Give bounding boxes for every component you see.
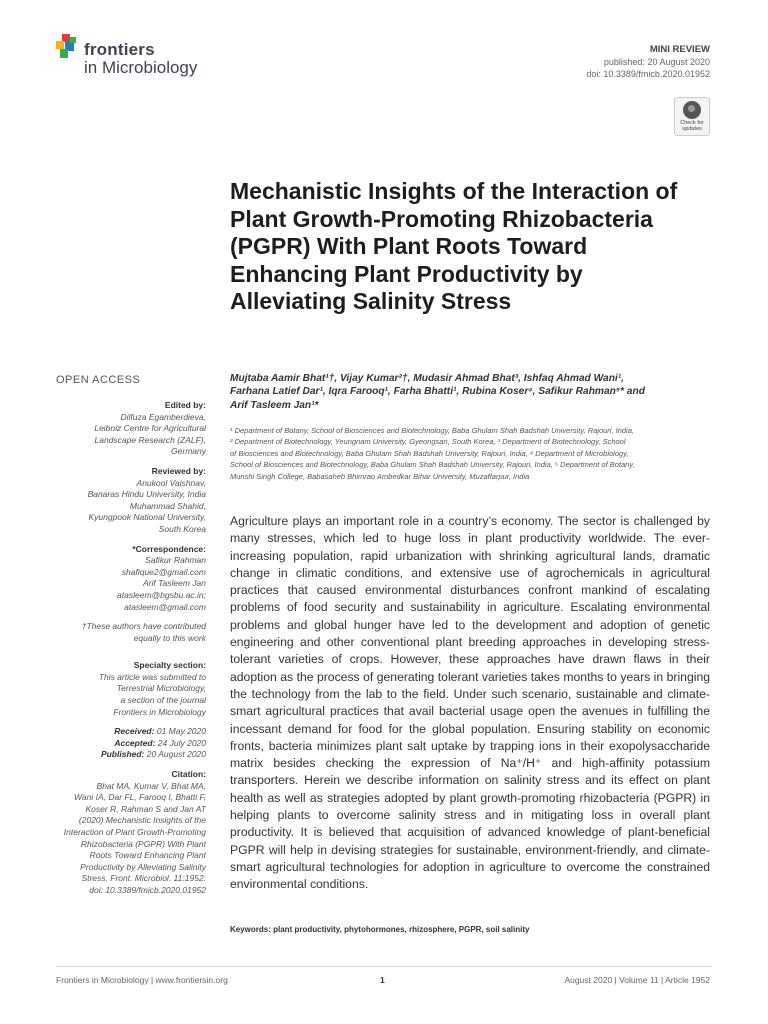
author-line: Farhana Latief Dar¹, Iqra Farooq¹, Farha Bhatti¹, Rubina Koser⁴, Safikur Rahman⁵* and: [230, 386, 645, 398]
footer-journal-link[interactable]: Frontiers in Microbiology | www.frontiersin.org: [56, 975, 228, 985]
reviewer-line: Anukool Vaishnav,: [136, 477, 206, 488]
citation-line: (2020) Mechanistic Insights of the: [78, 815, 206, 826]
abstract-body: Agriculture plays an important role in a country’s economy. The sector is challenged by many stresses, which led to huge loss in plant productivity worldwide. The ever-increasing population, rapid urbanization with shrinking agricultural lands, dramatic change in climatic conditions, and extensive use of agrochemicals in agricultural practices that caused environmental disturbances confront mankind of escalating problems of food security and sustainability in agriculture. Escalating environmental problems and global hunger have led to the development and adoption of genetic engineering and other conventional plant breeding approaches in developing stress-tolerant varieties of crops. However, these approaches have drawn flaws in their adoption as the process of generating tolerant varieties takes months to years in bringing the technology from the lab to the field. Under such scenario, sustainable and climate-smart agricultural practices that avail bacterial usage open the avenues in fulfilling the incessant demand for food for the global population. Ensuring stability on economic fronts, bacteria minimizes plant salt uptake by trapping ions in their exopolysaccharide matrix besides checking the expression of Na⁺/H⁺ and high-affinity potassium transporters. Herein we describe information on salinity stress and its effect on plant health as well as strategies adopted by plant growth-promoting rhizobacteria (PGPR) in helping plants to overcome salinity stress and in mitigating loss in overall plant productivity. It is believed that acquisition of advanced knowledge of plant-beneficial PGPR will help in devising strategies for sustainable, environment-friendly, and climate-smart agricultural technologies for adoption in agriculture to overcome the constrained environmental conditions.: [230, 514, 710, 892]
affiliation-line: of Biosciences and Biotechnology, Baba Ghulam Shah Badshah University, Rajouri, India, ⁴ Department of Microbiology,: [230, 448, 629, 458]
specialty-heading: Specialty section:: [133, 660, 206, 671]
footer-issue-info: August 2020 | Volume 11 | Article 1952: [564, 975, 710, 985]
specialty-line: Frontiers in Microbiology: [113, 706, 206, 717]
received-date: Received: 01 May 2020: [114, 726, 206, 737]
reviewer-line: Banaras Hindu University, India: [87, 489, 206, 500]
affiliation-line: ¹ Department of Botany, School of Biosciences and Biotechnology, Baba Ghulam Shah Badshah University, Rajouri, India,: [230, 426, 634, 435]
specialty-line: a section of the journal: [120, 695, 206, 706]
reviewer-line: Muhammad Shahid,: [129, 500, 206, 511]
check-updates-label: Check for updates: [680, 120, 704, 132]
specialty-line: This article was submitted to: [98, 671, 206, 682]
correspondence-email[interactable]: atasleem@gmail.com: [124, 601, 206, 612]
journal-name-bottom: in Microbiology: [84, 58, 198, 77]
article-title: Mechanistic Insights of the Interaction of Plant Growth-Promoting Rhizobacteria (PGPR) With Plant Roots Toward Enhancing Plant Productivity by Alleviating Salinity Stress: [230, 178, 678, 314]
reviewer-line: South Korea: [158, 523, 206, 534]
article-meta: [586, 44, 710, 80]
citation-doi[interactable]: doi: 10.3389/fmicb.2020.01952: [89, 884, 206, 895]
citation-line: Rhizobacteria (PGPR) With Plant: [80, 838, 206, 849]
affiliations: [230, 425, 705, 482]
editor-line: Leibniz Centre for Agricultural: [94, 423, 206, 434]
equal-contribution-note: equally to this work: [133, 632, 206, 643]
citation-line: Bhat MA, Kumar V, Bhat MA,: [96, 780, 206, 791]
editor-line: Landscape Research (ZALF),: [94, 434, 206, 445]
sidebar: [46, 400, 206, 897]
page-number: 1: [380, 975, 385, 985]
affiliation-line: Munshi Singh College, Babasaheb Bhimrao Ambedkar Bihar University, Muzaffarpur, India: [230, 471, 530, 481]
citation-line: Roots Toward Enhancing Plant: [89, 850, 206, 861]
author-line: Arif Tasleem Jan¹*: [230, 399, 319, 411]
reviewed-by-heading: Reviewed by:: [151, 465, 206, 476]
journal-name-top: frontiers: [84, 40, 155, 59]
journal-logo: [56, 34, 236, 84]
equal-contribution-note: †These authors have contributed: [81, 621, 206, 632]
citation-line: Stress. Front. Microbiol. 11:1952.: [81, 873, 206, 884]
specialty-line: Terrestrial Microbiology,: [116, 683, 206, 694]
article-type: MINI REVIEW: [649, 44, 710, 55]
correspondence-line: Safikur Rahman: [145, 555, 206, 566]
correspondence-email[interactable]: shafique2@gmail.com: [121, 566, 206, 577]
editor-line: Germany: [171, 446, 206, 457]
published-date-sidebar: Published: 20 August 2020: [100, 749, 206, 760]
citation-line: Wani IA, Dar FL, Farooq I, Bhatti F,: [74, 792, 206, 803]
citation-line: Productivity by Alleviating Salinity: [80, 861, 206, 872]
keywords: Keywords: plant productivity, phytohormones, rhizosphere, PGPR, soil salinity: [230, 925, 530, 934]
affiliation-line: ² Department of Biotechnology, Yeungnam University, Gyeongsan, South Korea, ³ Department of Biotechnology, School: [230, 437, 626, 447]
editor-line: Dilfuza Egamberdieva,: [120, 411, 206, 422]
check-updates-icon: [683, 101, 701, 119]
affiliation-line: School of Biosciences and Biotechnology, Baba Ghulam Shah Badshah University, Rajouri, India, ⁵ Department of Botany,: [230, 460, 635, 470]
citation-line: Interaction of Plant Growth-Promoting: [63, 827, 206, 837]
open-access-label: OPEN ACCESS: [56, 374, 141, 386]
published-date: published: 20 August 2020: [603, 57, 710, 67]
correspondence-line: Arif Tasleem Jan: [143, 578, 206, 589]
author-line: Mujtaba Aamir Bhat¹†, Vijay Kumar²†, Mudasir Ahmad Bhat³, Ishfaq Ahmad Wani¹,: [230, 373, 624, 384]
frontiers-logo-icon: [56, 34, 80, 60]
author-list: [230, 372, 710, 412]
check-for-updates-badge[interactable]: [674, 97, 710, 136]
footer-divider: [56, 966, 712, 967]
accepted-date: Accepted: 24 July 2020: [114, 737, 206, 748]
correspondence-heading: *Correspondence:: [132, 543, 206, 554]
citation-heading: Citation:: [171, 769, 206, 780]
edited-by-heading: Edited by:: [164, 400, 206, 410]
reviewer-line: Kyungpook National University,: [88, 512, 206, 523]
correspondence-email[interactable]: atasleem@bgsbu.ac.in;: [117, 589, 206, 600]
citation-line: Koser R, Rahman S and Jan AT: [85, 803, 206, 814]
article-doi[interactable]: doi: 10.3389/fmicb.2020.01952: [586, 69, 710, 79]
